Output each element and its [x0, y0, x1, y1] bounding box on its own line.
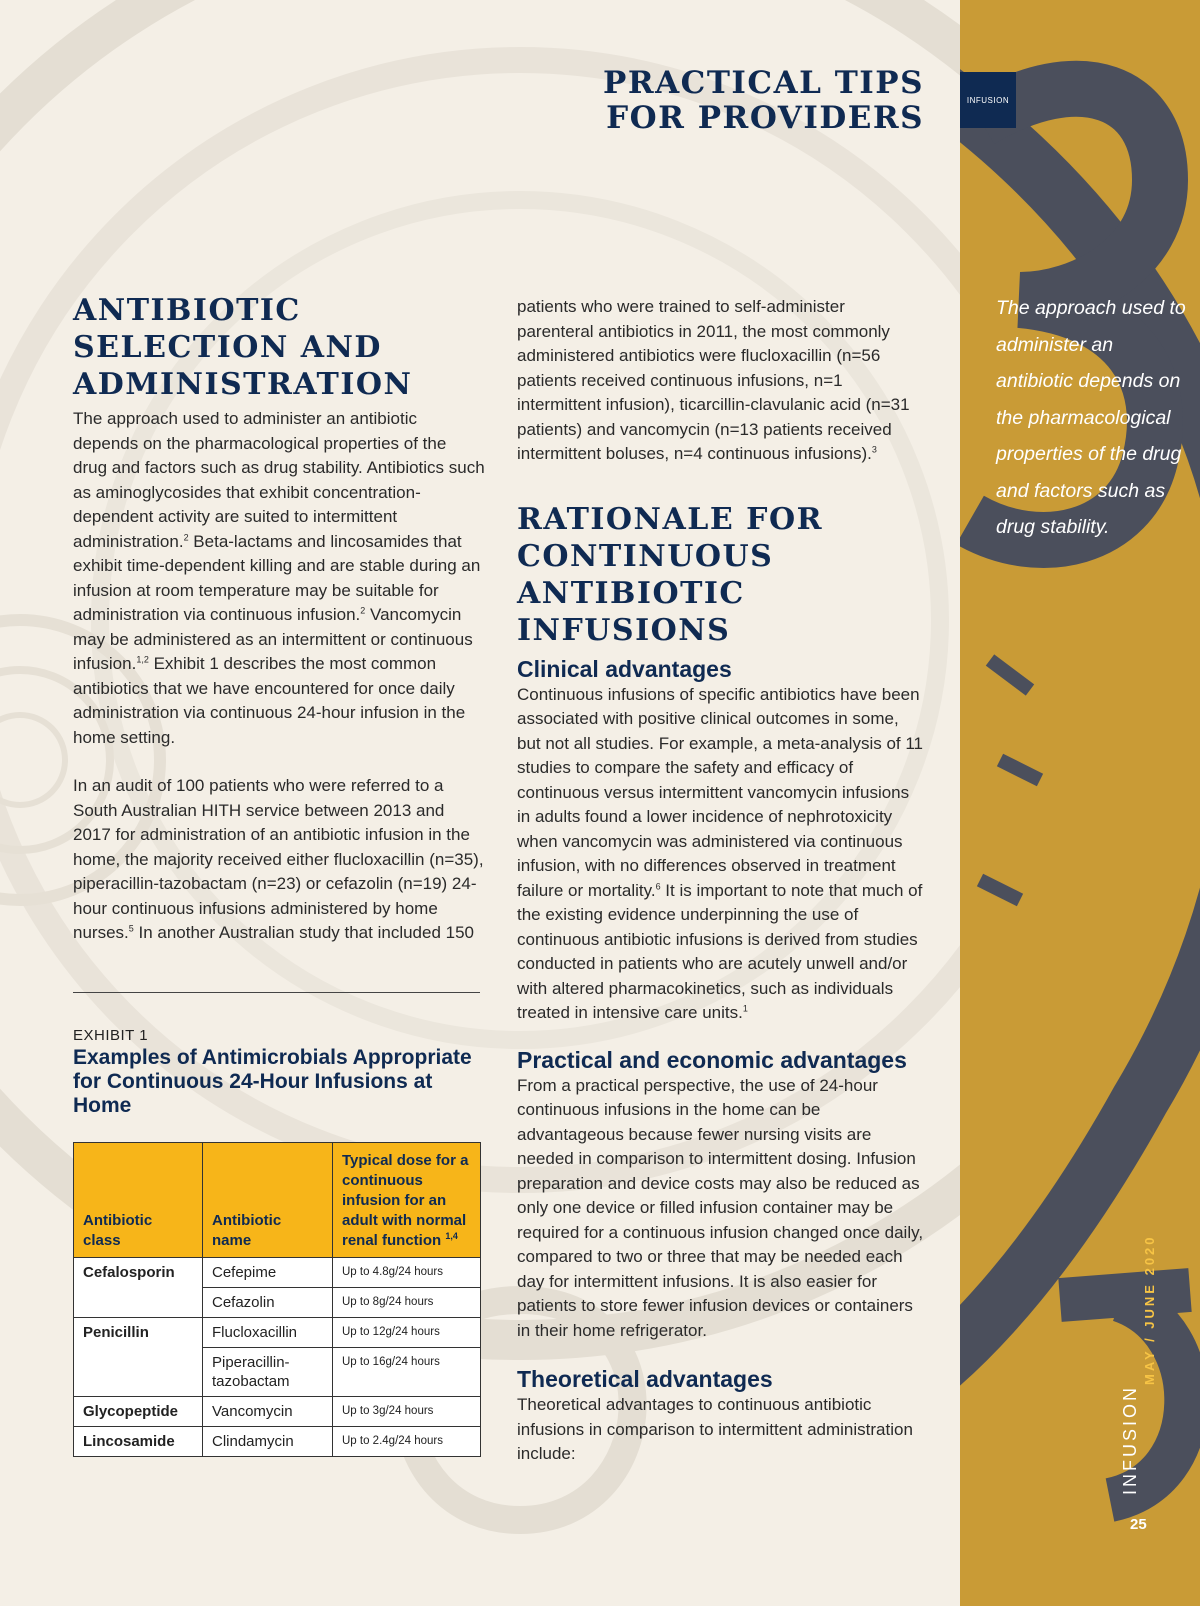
- text-run: Exhibit 1 describes the most common antibiotics that we have encountered for once daily administration via continuous 24-hour infusion in the home setting.: [73, 654, 466, 747]
- sidebar-panel: [960, 0, 1200, 1606]
- paragraph-self-administer: [517, 295, 925, 467]
- exhibit-divider: [73, 992, 480, 993]
- cell-name: Piperacillin-tazobactam: [203, 1347, 333, 1396]
- page-header: [424, 66, 924, 136]
- paragraph-clinical: [517, 683, 925, 1026]
- infusion-logo: [960, 72, 1016, 128]
- reference: 6: [655, 880, 661, 891]
- title-line: ANTIBIOTIC INFUSIONS: [517, 575, 745, 648]
- header-title-line2: FOR PROVIDERS: [606, 100, 924, 136]
- cell-class: [74, 1347, 203, 1396]
- cell-class: [74, 1287, 203, 1317]
- header-class: Antibiotic class: [74, 1142, 203, 1257]
- title-line: ADMINISTRATION: [73, 367, 413, 402]
- reference: 1,4: [445, 1230, 458, 1241]
- title-line: CONTINUOUS: [517, 538, 774, 574]
- section-title-rationale: [517, 501, 925, 649]
- table-row: [74, 1426, 481, 1456]
- table-row: [74, 1396, 481, 1426]
- paragraph-theoretical: Theoretical advantages to continuous antibiotic infusions in comparison to intermittent administration include:: [517, 1395, 913, 1463]
- cell-class: Penicillin: [74, 1317, 203, 1347]
- text-run: Continuous infusions of specific antibiotics have been associated with positive clinical outcomes in some, but not all studies. For example, a meta-analysis of 11 studies to compare the safety and efficacy of continuous versus intermittent vancomycin infusions in adults found a lower incidence of nephrotoxicity when vancomycin was administered via continuous infusion, with no differences observed in treatment failure or mortality.: [517, 684, 923, 900]
- left-column: [73, 292, 485, 1457]
- cell-class: Glycopeptide: [74, 1396, 203, 1426]
- cell-dose: Up to 4.8g/24 hours: [333, 1257, 481, 1287]
- text-run: It is important to note that much of the existing evidence underpinning the use of continuous antibiotic infusions is derived from studies conducted in patients who are acutely unwell and/or with altered pharmacokinetics, such as individuals treated in intensive care units.: [517, 880, 923, 1022]
- cell-dose: Up to 12g/24 hours: [333, 1317, 481, 1347]
- exhibit-label: EXHIBIT 1: [73, 1026, 149, 1044]
- antimicrobials-table: [73, 1142, 481, 1457]
- reference: 5: [128, 923, 134, 934]
- cell-name: Cefazolin: [203, 1287, 333, 1317]
- section-title-antibiotic-selection: [73, 292, 485, 403]
- header-title-line1: PRACTICAL TIPS: [603, 65, 924, 101]
- cell-name: Vancomycin: [203, 1396, 333, 1426]
- paragraph-audit: [73, 774, 485, 946]
- reference: 2: [183, 531, 189, 542]
- table-header-row: [74, 1142, 481, 1257]
- page-number: 25: [1130, 1516, 1147, 1533]
- cell-dose: Up to 8g/24 hours: [333, 1287, 481, 1317]
- paragraph-approach: [73, 407, 485, 750]
- issue-date: MAY / JUNE 2020: [1142, 1234, 1157, 1385]
- header-dose: [333, 1142, 481, 1257]
- subhead-clinical: Clinical advantages: [517, 655, 732, 682]
- cell-name: Clindamycin: [203, 1426, 333, 1456]
- reference: 3: [871, 444, 877, 455]
- reference: 1: [742, 1003, 748, 1014]
- cell-name: Flucloxacillin: [203, 1317, 333, 1347]
- table-row: [74, 1347, 481, 1396]
- cell-name: Cefepime: [203, 1257, 333, 1287]
- title-line: SELECTION AND: [73, 330, 382, 365]
- table-row: [74, 1287, 481, 1317]
- text-run: In another Australian study that included 150: [133, 923, 474, 942]
- text-run: In an audit of 100 patients who were referred to a South Australian HITH service between 2013 and 2017 for administration of an antibiotic infusion in the home, the majority received either flucloxacillin (n=35), piperacillin-tazobactam (n=23) or cefazolin (n=19) 24-hour continuous infusions administered by home nurses.: [73, 776, 484, 942]
- cell-class: Lincosamide: [74, 1426, 203, 1456]
- subhead-practical: Practical and economic advantages: [517, 1046, 907, 1073]
- text-run: Vancomycin may be administered as an intermittent or continuous infusion.: [73, 605, 473, 673]
- title-line: RATIONALE FOR: [517, 501, 824, 537]
- sidebar-clock-graphic: [960, 0, 1200, 1606]
- header-name: Antibiotic name: [203, 1142, 333, 1257]
- table-row: [74, 1257, 481, 1287]
- logo-text: INFUSION: [966, 95, 1010, 105]
- cell-class: Cefalosporin: [74, 1257, 203, 1287]
- subhead-theoretical: Theoretical advantages: [517, 1366, 773, 1392]
- magazine-brand: INFUSION: [1120, 1384, 1140, 1495]
- text-run: Beta-lactams and lincosamides that exhibit time-dependent killing and are stable during an infusion at room temperature may be suitable for administration via continuous infusion.: [73, 531, 481, 624]
- title-line: ANTIBIOTIC: [73, 293, 301, 328]
- text-run: The approach used to administer an antibiotic depends on the pharmacological properties of the drug and factors such as drug stability. Antibiotics such as aminoglycosides that exhibit concentration-dependent activity are suited to intermittent administration.: [73, 409, 485, 551]
- cell-dose: Up to 2.4g/24 hours: [333, 1426, 481, 1456]
- header-dose-text: Typical dose for a continuous infusion for an adult with normal renal function: [342, 1151, 469, 1249]
- reference: 1,2: [136, 654, 149, 665]
- paragraph-practical: From a practical perspective, the use of 24-hour continuous infusions in the home can be advantageous because fewer nursing visits are needed in comparison to intermittent dosing. Infusion preparation and device costs may also be reduced as only one device or filled infusion container may be required for a continuous infusion changed once daily, compared to two or three that may be needed each day for intermittent infusions. It is also easier for patients to store fewer infusion devices or containers in their home refrigerator.: [517, 1075, 924, 1340]
- cell-dose: Up to 16g/24 hours: [333, 1347, 481, 1396]
- cell-dose: Up to 3g/24 hours: [333, 1396, 481, 1426]
- reference: 2: [360, 605, 366, 616]
- pull-quote: The approach used to administer an antibiotic depends on the pharmacological properties of the drug and factors such as drug stability.: [996, 297, 1186, 538]
- text-run: patients who were trained to self-administer parenteral antibiotics in 2011, the most commonly administered antibiotics were flucloxacillin (n=56 patients received continuous infusions, n=1 intermittent infusion), ticarcillin-clavulanic acid (n=31 patients) and vancomycin (n=13 patients received intermittent boluses, n=4 continuous infusions).: [517, 297, 910, 463]
- exhibit-title: Examples of Antimicrobials Appropriate for Continuous 24-Hour Infusions at Home: [73, 1045, 472, 1117]
- table-row: [74, 1317, 481, 1347]
- right-column: [517, 295, 925, 1467]
